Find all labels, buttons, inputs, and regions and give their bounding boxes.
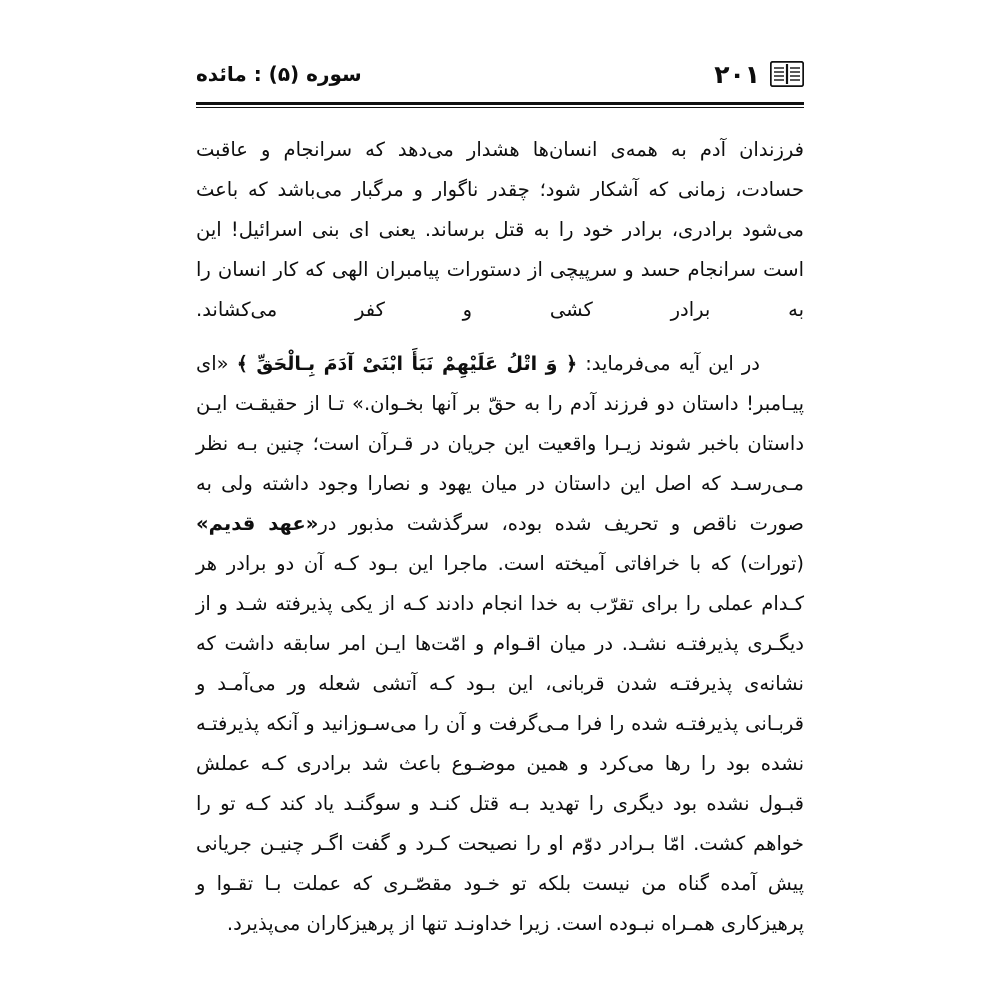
- paragraph-2: [196, 344, 804, 944]
- surah-title: سوره (۵) : مائده: [196, 62, 362, 86]
- page-header: [196, 52, 804, 96]
- header-page-indicator: [714, 60, 804, 89]
- paragraph-2-lead: در این آیه می‌فرماید:: [585, 352, 760, 375]
- page-number: ۲۰۱: [714, 59, 760, 89]
- paragraph-2-text-continued: (تورات) که با خرافاتی آمیخته است. ماجرا این بـود کـه آن دو برادر هر کـدام عملی را برای تقرّب به خدا انجام دادند کـه از یکی پذیرفته شـد و از دیگـری پذیرفتـه نشـد. در میان اقـوام و امّت‌ها ایـن امر سابقه داشت که نشانه‌ی پذیرفتـه شدن قربانی، این بـود کـه آتشی شعله ور می‌آمـد و قربـانی پذیرفتـه شده را فرا مـی‌گرفت و آن را می‌سـوزانید و آنکه پذیرفتـه نشده بود را رها می‌کرد و همین موضـوع باعث شد برادری کـه عملش قبـول نشده بود دیگری را تهدید بـه قتل کنـد و سوگنـد یاد کند کـه تو را خواهم کشت. امّا بـرادر دوّم او را نصیحت کـرد و گفت اگـر چنیـن جریانی پیش آمده گناه من نیست بلکه تو خـود مقصّـری که عملت بـا تقـوا و پرهیزکاری همـراه نبـوده است. زیرا خداونـد تنها از پرهیزکاران می‌پذیرد.: [196, 552, 804, 935]
- paragraph-2-text: «ای پیـامبر! داستان دو فرزند آدم را به حقّ بر آنها بخـوان.» تـا از حقیقـت ایـن داستان باخبر شوند زیـرا واقعیت این جریان در قـرآن است؛ چنین بـه نظر مـی‌رسـد که اصل این داستان در میان یهود و نصارا وجود داشته ولی به صورت ناقص و تحریف شده بوده، سرگذشت مذبور در: [196, 352, 804, 535]
- quran-verse: ﴿ وَ اتْلُ عَلَیْهِمْ نَبَأَ ابْنَیْ آدَمَ بِـالْحَقِّ ﴾: [236, 353, 578, 375]
- open-book-icon: [770, 61, 804, 87]
- header-divider-thick: [196, 102, 804, 105]
- page-body: [196, 130, 804, 944]
- paragraph-1-text: فرزندان آدم به همه‌ی انسان‌ها هشدار می‌دهد که سرانجام و عاقبت حسادت، زمانی که آشکار شود؛ چقدر ناگوار و مرگبار می‌باشد که باعث می‌شود برادری، برادر خود را به قتل برساند. یعنی ای بنی اسرائیل! این است سرانجام حسد و سرپیچی از دستورات پیامبران الهی که کار انسان را به برادر کشی و کفر می‌کشاند.: [196, 138, 804, 321]
- header-divider-thin: [196, 107, 804, 108]
- paragraph-1: [196, 130, 804, 330]
- inline-bold-term: «عهد قدیم»: [196, 512, 319, 535]
